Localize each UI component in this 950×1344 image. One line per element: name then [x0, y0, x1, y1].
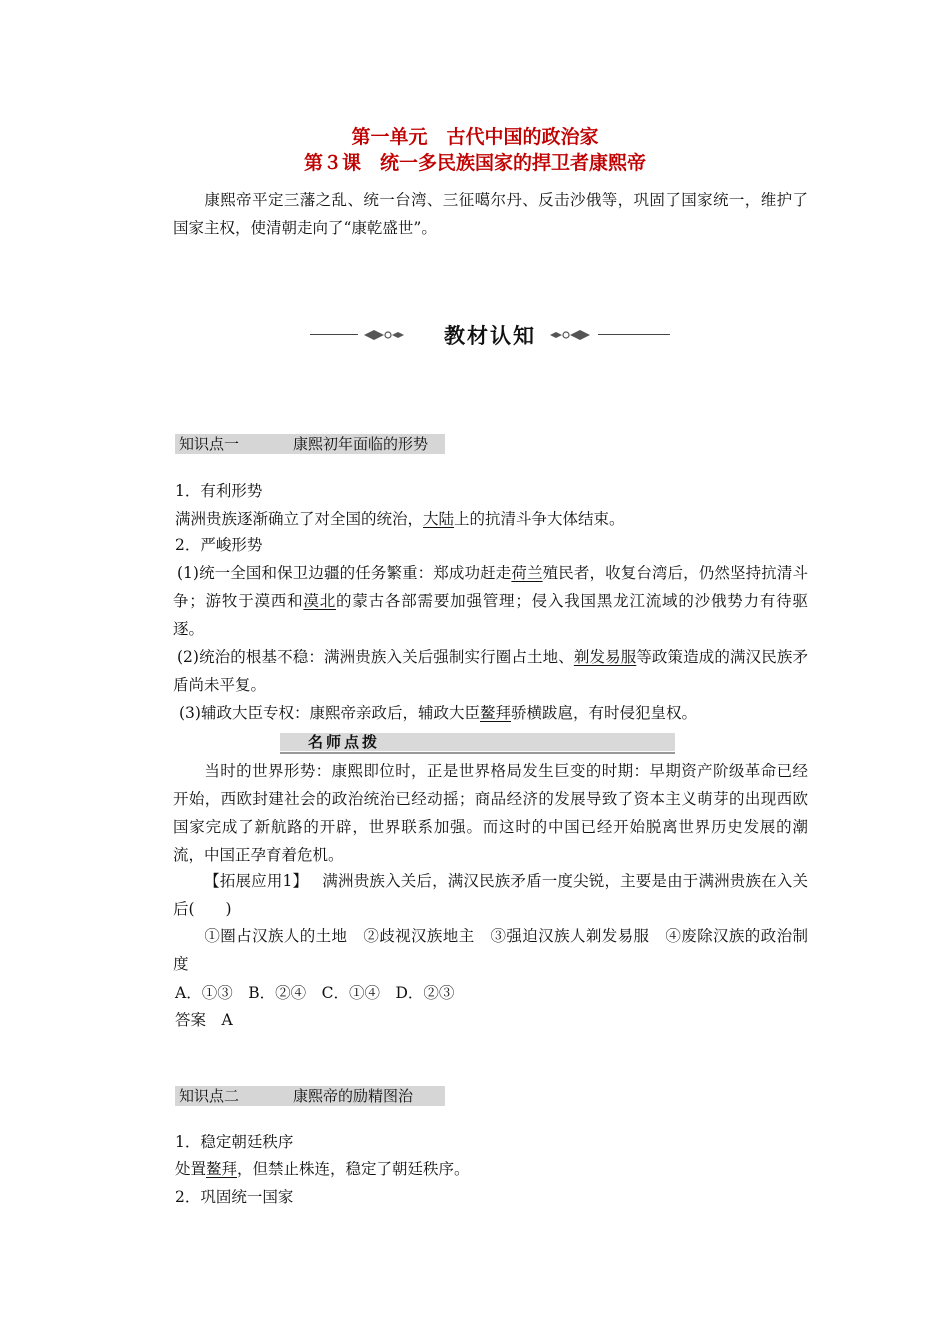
exercise-choices: A．①③ B．②④ C．①④ D．②③ — [175, 984, 455, 1002]
teacher-tip-label: 名师点拨 — [308, 733, 381, 751]
teacher-tip-text: 当时的世界形势：康熙即位时，正是世界格局发生巨变的时期：早期资产阶级革命已经开始，西欧封建社会的政治统治已经动摇；商品经济的发展导致了资本主义萌芽的出现西欧国家完成了新航路的开辟，世界联系加强。而这时的中国已经开始脱离世界历史发展的潮流，中国正孕育着危机。 — [173, 762, 808, 864]
knowledge-point-2-bar — [175, 1086, 445, 1106]
heading-severe: 2．严峻形势 — [175, 536, 263, 554]
teacher-tip-header — [280, 731, 675, 757]
knowledge-point-1-label: 知识点一 — [179, 435, 240, 453]
paragraph-severe-2: (2)统治的根基不稳：满洲贵族入关后强制实行圈占土地、剃发易服等政策造成的满汉民族矛盾尚未平复。 — [173, 648, 808, 694]
knowledge-point-2-title: 康熙帝的励精图治 — [293, 1087, 414, 1105]
keyword-aobai: 鳌拜 — [479, 704, 511, 722]
keyword-mainland: 大陆 — [423, 510, 455, 528]
exercise-question: 【拓展应用1】 满洲贵族入关后，满汉民族矛盾一度尖锐，主要是由于满洲贵族在入关后( ) — [173, 872, 808, 918]
unit-title: 第一单元 古代中国的政治家 — [351, 126, 599, 148]
intro-text: 康熙帝平定三藩之乱、统一台湾、三征噶尔丹、反击沙俄等，巩固了国家统一，维护了国家主权，使清朝走向了“康乾盛世”。 — [173, 191, 808, 237]
paragraph-stabilize-court: 处置鳌拜，但禁止株连，稳定了朝廷秩序。 — [175, 1160, 470, 1178]
ornament-right-icon — [550, 327, 590, 343]
keyword-mobei: 漠北 — [303, 592, 337, 610]
heading-stabilize-court: 1．稳定朝廷秩序 — [175, 1133, 294, 1151]
keyword-netherlands: 荷兰 — [511, 564, 543, 582]
heading-favorable: 1．有利形势 — [175, 482, 263, 500]
heading-consolidate-unity: 2．巩固统一国家 — [175, 1188, 294, 1206]
knowledge-point-1-title: 康熙初年面临的形势 — [293, 435, 429, 453]
keyword-shave-head: 剃发易服 — [573, 648, 637, 666]
knowledge-point-1-bar — [175, 434, 445, 454]
exercise-answer: 答案 A — [175, 1011, 233, 1029]
paragraph-severe-3: (3)辅政大臣专权：康熙帝亲政后，辅政大臣鳌拜骄横跋扈，有时侵犯皇权。 — [179, 704, 697, 722]
section-banner-label: 教材认知 — [444, 324, 536, 348]
keyword-aobai-2: 鳌拜 — [206, 1160, 238, 1178]
exercise-tag: 【拓展应用1】 — [204, 872, 309, 890]
lesson-title: 第３课 统一多民族国家的捍卫者康熙帝 — [303, 152, 646, 174]
knowledge-point-2-label: 知识点二 — [179, 1087, 240, 1105]
ornament-left-icon — [364, 327, 404, 343]
section-banner — [310, 318, 670, 352]
paragraph-favorable: 满洲贵族逐渐确立了对全国的统治，大陆上的抗清斗争大体结束。 — [175, 510, 625, 528]
intro-paragraph — [173, 186, 808, 242]
exercise-options: ①圈占汉族人的土地 ②歧视汉族地主 ③强迫汉族人剃发易服 ④废除汉族的政治制度 — [173, 927, 808, 973]
paragraph-severe-1: (1)统一全国和保卫边疆的任务繁重：郑成功赶走荷兰殖民者，收复台湾后，仍然坚持抗清斗争；游牧于漠西和漠北的蒙古各部需要加强管理；侵入我国黑龙江流域的沙俄势力有待驱逐。 — [173, 564, 808, 638]
